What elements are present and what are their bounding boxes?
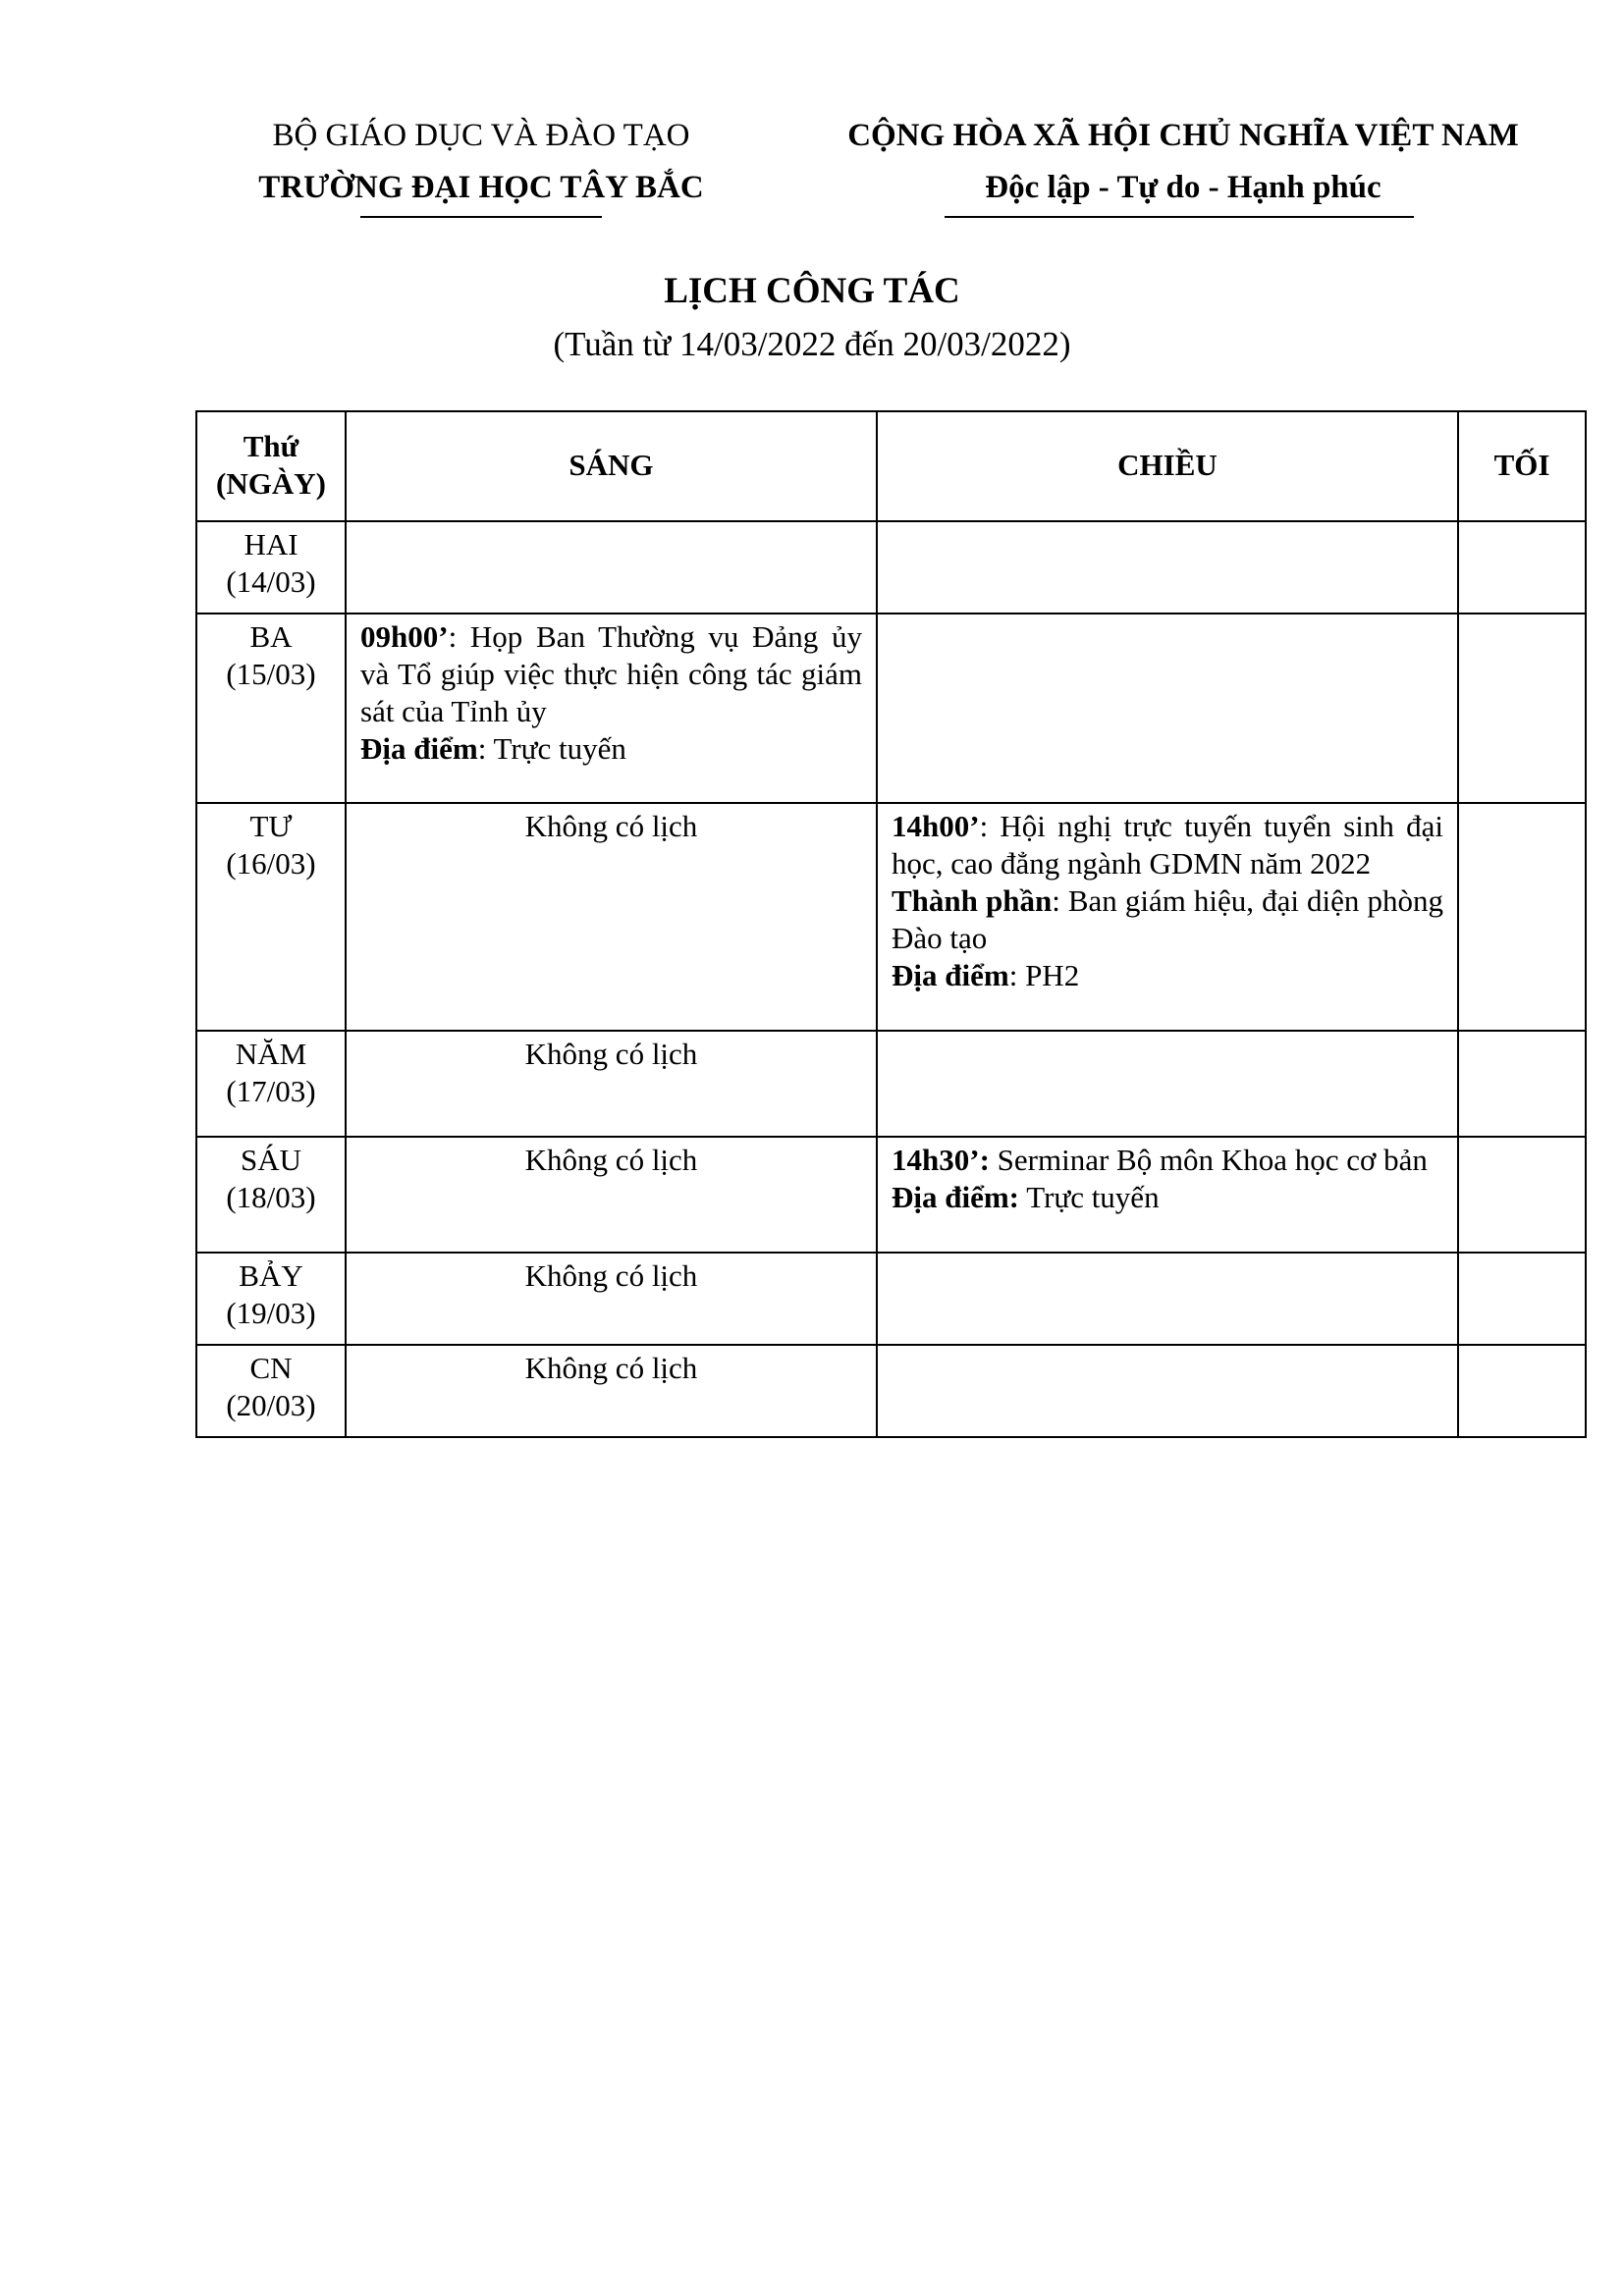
afternoon-cell: [877, 803, 1458, 1031]
col-header-morning: SÁNG: [346, 411, 877, 521]
afternoon-cell: [877, 1031, 1458, 1137]
event-time: 14h00’: [892, 809, 980, 843]
evening-cell: [1458, 1253, 1586, 1345]
table-row: [196, 1345, 1586, 1437]
afternoon-cell: [877, 1253, 1458, 1345]
col-header-day-line1: Thứ: [243, 429, 299, 463]
event-description: [892, 808, 1443, 882]
event-title: Hội nghị trực tuyến tuyển sinh đại học, cao đẳng ngành GDMN năm 2022: [892, 809, 1443, 881]
event-location: [892, 957, 1443, 994]
day-name: BẢY: [239, 1258, 303, 1293]
morning-cell: [346, 614, 877, 803]
event-description: [360, 618, 862, 730]
schedule-table: [195, 410, 1587, 1438]
ministry-name: BỘ GIÁO DỤC VÀ ĐÀO TẠO: [272, 118, 690, 153]
location-separator: :: [1008, 958, 1026, 992]
day-cell: [196, 1031, 346, 1137]
event-time: 14h30’:: [892, 1143, 990, 1177]
national-heading-block: [785, 110, 1581, 214]
day-cell: [196, 803, 346, 1031]
event-location: [892, 1179, 1443, 1216]
day-cell: [196, 1137, 346, 1253]
national-motto: Độc lập - Tự do - Hạnh phúc: [985, 170, 1381, 205]
morning-cell: Không có lịch: [346, 1345, 877, 1437]
university-name: TRƯỜNG ĐẠI HỌC TÂY BẮC: [258, 170, 704, 205]
day-name: SÁU: [240, 1143, 301, 1177]
day-cell: [196, 614, 346, 803]
evening-cell: [1458, 521, 1586, 614]
afternoon-cell: [877, 1345, 1458, 1437]
day-date: (17/03): [226, 1074, 316, 1108]
col-header-day: [196, 411, 346, 521]
event-title: Họp Ban Thường vụ Đảng ủy và Tổ giúp việc thực hiện công tác giám sát của Tỉnh ủy: [360, 619, 862, 728]
evening-cell: [1458, 1031, 1586, 1137]
motto-underline: [945, 216, 1414, 218]
afternoon-cell: [877, 521, 1458, 614]
week-range: (Tuần từ 14/03/2022 đến 20/03/2022): [553, 325, 1071, 363]
day-name: CN: [249, 1351, 293, 1385]
event-location: [360, 730, 862, 768]
event-separator: :: [448, 619, 470, 654]
page-title: LỊCH CÔNG TÁC: [664, 271, 960, 311]
day-name: BA: [249, 619, 293, 654]
country-name: CỘNG HÒA XÃ HỘI CHỦ NGHĨA VIỆT NAM: [847, 118, 1519, 153]
table-row: [196, 1031, 1586, 1137]
location-label: Địa điểm: [360, 731, 478, 766]
evening-cell: [1458, 803, 1586, 1031]
morning-cell: Không có lịch: [346, 1031, 877, 1137]
day-name: TƯ: [249, 809, 293, 843]
day-date: (15/03): [226, 657, 316, 691]
issuer-underline: [360, 216, 602, 218]
day-cell: [196, 1253, 346, 1345]
day-date: (19/03): [226, 1296, 316, 1330]
participants-label: Thành phần: [892, 883, 1053, 918]
location-separator: :: [477, 731, 494, 766]
participants-value: Ban giám hiệu, đại diện phòng Đào tạo: [892, 883, 1443, 955]
afternoon-cell: [877, 1137, 1458, 1253]
location-value: Trực tuyến: [1026, 1180, 1160, 1214]
morning-cell: Không có lịch: [346, 1253, 877, 1345]
evening-cell: [1458, 1345, 1586, 1437]
table-row: [196, 803, 1586, 1031]
table-row: [196, 521, 1586, 614]
afternoon-cell: [877, 614, 1458, 803]
location-value: Trực tuyến: [493, 731, 626, 766]
event-time: 09h00’: [360, 619, 449, 654]
day-name: HAI: [244, 527, 298, 561]
location-label: Địa điểm: [892, 958, 1009, 992]
day-cell: [196, 1345, 346, 1437]
day-date: (16/03): [226, 846, 316, 881]
morning-cell: [346, 521, 877, 614]
col-header-afternoon: CHIỀU: [877, 411, 1458, 521]
table-row: [196, 614, 1586, 803]
evening-cell: [1458, 1137, 1586, 1253]
participants-separator: :: [1052, 883, 1068, 918]
event-separator: [990, 1143, 998, 1177]
location-value: PH2: [1025, 958, 1080, 992]
event-title: Serminar Bộ môn Khoa học cơ bản: [997, 1143, 1428, 1177]
day-cell: [196, 521, 346, 614]
location-label: Địa điểm:: [892, 1180, 1020, 1214]
issuer-block: [196, 110, 766, 214]
table-row: [196, 1137, 1586, 1253]
day-date: (14/03): [226, 564, 316, 599]
day-date: (18/03): [226, 1180, 316, 1214]
event-separator: :: [979, 809, 1001, 843]
col-header-day-line2: (NGÀY): [216, 466, 326, 501]
event-description: [892, 1142, 1443, 1179]
table-header-row: [196, 411, 1586, 521]
morning-cell: Không có lịch: [346, 803, 877, 1031]
day-date: (20/03): [226, 1388, 316, 1422]
morning-cell: Không có lịch: [346, 1137, 877, 1253]
col-header-evening: TỐI: [1458, 411, 1586, 521]
evening-cell: [1458, 614, 1586, 803]
event-participants: [892, 882, 1443, 957]
day-name: NĂM: [235, 1037, 307, 1071]
table-row: [196, 1253, 1586, 1345]
